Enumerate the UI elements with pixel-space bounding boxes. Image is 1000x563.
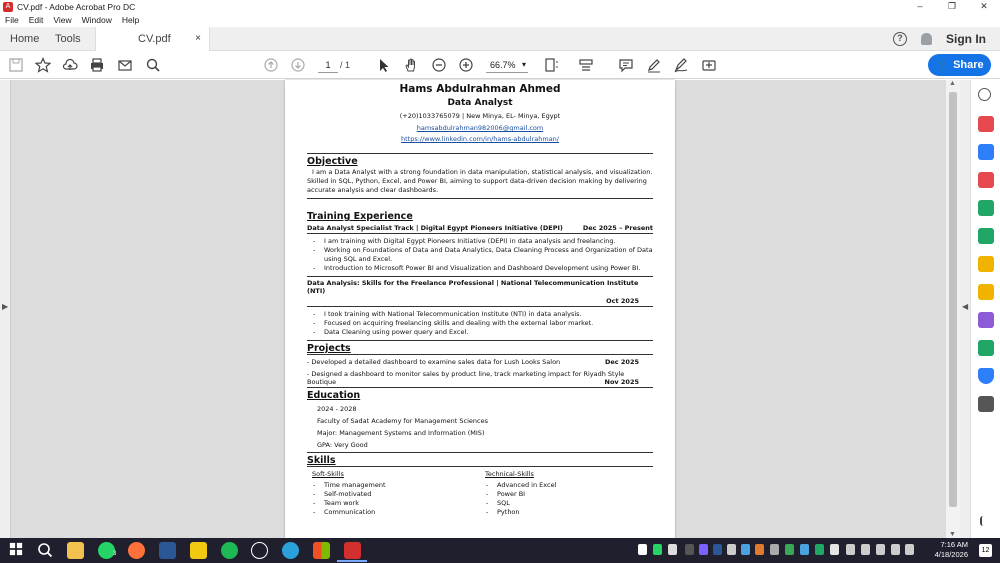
list-item: - Self-motivated (307, 490, 480, 499)
project1-date: Dec 2025 (604, 358, 639, 366)
skills-columns (307, 470, 653, 517)
tray-app-icon[interactable] (800, 544, 809, 555)
soft-skills-column (307, 470, 480, 517)
list-item: - Introduction to Microsoft Power BI and Visualization and Dashboard Development using Power BI. (307, 264, 653, 273)
scrollbar-thumb[interactable] (949, 92, 957, 507)
tray-app-icon[interactable] (861, 544, 870, 555)
list-item: - Team work (307, 499, 480, 508)
tray-app-icon[interactable] (713, 544, 722, 555)
list-item: - I took training with National Telecommunication Institute (NTI) in data analysis. (307, 310, 653, 319)
menu-bar (0, 13, 1000, 27)
power-bi-icon[interactable] (190, 542, 207, 559)
training2-list (307, 310, 653, 337)
tray-app-icon[interactable] (685, 544, 694, 555)
close-button[interactable]: ✕ (980, 1, 988, 11)
clock-time: 7:16 AM (940, 540, 968, 549)
share-label: Share (953, 59, 984, 71)
share-button[interactable] (928, 54, 991, 76)
zoom-in-icon[interactable] (458, 57, 474, 73)
objective-heading: Objective (307, 156, 358, 167)
tray-app-icon[interactable] (727, 544, 736, 555)
clock-date: 4/18/2026 (934, 550, 968, 559)
list-item: - Time management (307, 481, 480, 490)
previous-page-icon[interactable] (263, 57, 279, 73)
edit-pdf-icon[interactable] (978, 172, 994, 188)
menu-view[interactable]: View (53, 15, 72, 25)
edu-faculty: Faculty of Sadat Academy for Management Sciences (317, 417, 488, 425)
left-panel-toggle[interactable] (0, 80, 11, 538)
project1-text: - Developed a detailed dashboard to examine sales data for Lush Looks Salon (307, 358, 561, 366)
technical-skills-column (480, 470, 653, 517)
file-explorer-icon[interactable] (67, 542, 84, 559)
search-icon[interactable] (145, 57, 161, 73)
training2-title: Data Analysis: Skills for the Freelance Professional | National Telecommunication Institute (NTI) (307, 279, 639, 295)
taskbar-search-icon[interactable] (37, 542, 54, 559)
window-title: CV.pdf - Adobe Acrobat Pro DC (17, 1, 136, 12)
export-pdf-icon[interactable] (978, 116, 994, 132)
tab-document-label: CV.pdf (138, 33, 171, 45)
whatsapp-badge: 3 (113, 551, 117, 557)
divider (307, 153, 653, 154)
tray-app-icon[interactable] (741, 544, 750, 555)
comment-icon[interactable] (618, 57, 634, 73)
divider (307, 466, 653, 467)
list-item: - Advanced in Excel (480, 481, 653, 490)
email-icon[interactable] (117, 57, 133, 73)
send-signature-icon[interactable] (978, 312, 994, 328)
acrobat-taskbar-icon[interactable] (344, 542, 361, 559)
fill-sign-icon[interactable] (978, 256, 994, 272)
zoom-search-icon[interactable] (978, 88, 991, 101)
print-production-icon[interactable] (978, 340, 994, 356)
tray-telegram-icon[interactable] (638, 544, 647, 555)
save-icon[interactable] (8, 57, 24, 73)
tray-app-icon[interactable] (770, 544, 779, 555)
vertical-scrollbar[interactable] (946, 80, 960, 538)
firefox-icon[interactable] (128, 542, 145, 559)
microsoft-store-icon[interactable] (313, 542, 330, 559)
edu-years: 2024 - 2028 (317, 405, 357, 413)
page-fit-icon[interactable] (543, 57, 559, 73)
chevron-left-icon: ◀ (962, 302, 969, 311)
project2-text-cont: Boutique (307, 378, 337, 386)
menu-window[interactable]: Window (81, 15, 112, 25)
cv-content (307, 82, 653, 517)
project2-row-cont (307, 378, 653, 386)
comment-tool-icon[interactable] (978, 284, 994, 300)
minimize-button[interactable]: – (917, 1, 923, 11)
divider (307, 387, 653, 388)
right-panel-toggle[interactable] (960, 80, 970, 538)
tab-tools[interactable]: Tools (55, 33, 81, 45)
scroll-mode-icon[interactable] (578, 57, 594, 73)
tray-app-icon[interactable] (699, 544, 708, 555)
vs-icon[interactable] (159, 542, 176, 559)
hand-tool-icon[interactable] (403, 57, 419, 73)
project2-row (307, 370, 653, 378)
skills-heading: Skills (307, 455, 336, 466)
scroll-up-icon[interactable]: ▲ (949, 80, 956, 87)
tray-app-icon[interactable] (668, 544, 677, 555)
cv-linkedin-link[interactable]: https://www.linkedin.com/in/hams-abdulrahman/ (400, 135, 559, 143)
windows-start-icon[interactable] (9, 542, 26, 559)
tray-app-icon[interactable] (830, 544, 839, 555)
toolbar (0, 51, 1000, 79)
protect-shield-icon[interactable] (978, 368, 994, 384)
training2-date: Oct 2025 (606, 297, 639, 305)
notification-badge[interactable]: 12 (979, 544, 992, 557)
sign-in-button[interactable]: Sign In (946, 32, 986, 46)
expand-panel-icon[interactable] (980, 516, 992, 526)
divider (307, 452, 653, 453)
objective-text: I am a Data Analyst with a strong foundation in data manipulation, statistical analysis, and visualization. Skilled in SQL, Python, Excel, and Power BI, aiming to support data-driven decision making by delivering accurate analysis and clear dashboards. (307, 168, 653, 194)
training1-title: Data Analyst Specialist Track | Digital Egypt Pioneers Initiative (DEPI) (307, 224, 563, 232)
tab-document[interactable] (95, 27, 210, 51)
list-item: - Power BI (480, 490, 653, 499)
tray-app-icon[interactable] (785, 544, 794, 555)
menu-help[interactable]: Help (121, 15, 140, 25)
document-viewport[interactable] (0, 80, 970, 538)
cv-role: Data Analyst (447, 98, 513, 108)
list-item: - I am training with Digital Egypt Pioneers Initiative (DEPI) in data analysis and freelancing. (307, 237, 653, 246)
training1-list (307, 237, 653, 273)
divider (307, 354, 653, 355)
training2-date-row (307, 297, 653, 307)
highlight-pen-icon[interactable] (646, 57, 662, 73)
telegram-icon[interactable] (282, 542, 299, 559)
active-app-indicator (337, 560, 367, 562)
zoom-level-select[interactable]: 66.7% ▾ (486, 57, 528, 73)
divider (307, 340, 653, 341)
tab-bar (0, 27, 1000, 51)
chatgpt-icon[interactable] (251, 542, 268, 559)
zoom-out-icon[interactable] (431, 57, 447, 73)
more-tools-wrench-icon[interactable] (978, 396, 994, 412)
tray-whatsapp-icon[interactable] (653, 544, 662, 555)
divider (307, 276, 653, 277)
star-icon[interactable] (35, 57, 51, 73)
upload-cloud-icon[interactable] (62, 57, 78, 73)
title-bar (0, 0, 1000, 13)
wifi-icon[interactable] (876, 544, 885, 555)
bell-icon[interactable] (921, 33, 932, 45)
page-total: / 1 (340, 60, 351, 70)
list-item: - Focused on acquiring freelancing skills and dealing with the external labor market. (307, 319, 653, 328)
menu-file[interactable]: File (5, 15, 19, 25)
divider (307, 198, 653, 199)
tab-close-icon[interactable]: × (195, 33, 201, 44)
tools-sidebar (970, 80, 1000, 538)
training2-row (307, 279, 653, 295)
training1-row (307, 224, 653, 234)
edu-gpa: GPA: Very Good (317, 441, 368, 449)
project1-row (307, 358, 653, 366)
list-item: - Communication (307, 508, 480, 517)
scroll-down-icon[interactable]: ▼ (949, 531, 956, 538)
list-item: - Working on Foundations of Data and Data Analytics, Data Cleaning Process and Organization of Data using SQL and Excel. (307, 246, 653, 264)
tab-home[interactable]: Home (10, 33, 40, 45)
spotify-icon[interactable] (221, 542, 238, 559)
education-heading: Education (307, 390, 361, 401)
edu-major: Major: Management Systems and Information (MIS) (317, 429, 485, 437)
tray-app-icon[interactable] (846, 544, 855, 555)
soft-skills-heading: Soft-Skills (312, 470, 344, 478)
chevron-right-icon: ▶ (2, 302, 9, 311)
project2-date: Nov 2025 (604, 378, 639, 386)
volume-icon[interactable] (891, 544, 900, 555)
list-item: - SQL (480, 499, 653, 508)
menu-edit[interactable]: Edit (28, 15, 44, 25)
print-icon[interactable] (89, 57, 105, 73)
cv-contact: (+20)1033765079 | New Minya, EL- Minya, Egypt (399, 112, 561, 120)
next-page-icon[interactable] (290, 57, 306, 73)
training-heading: Training Experience (307, 211, 413, 222)
acrobat-icon: A (3, 2, 13, 12)
battery-icon[interactable] (905, 544, 914, 555)
projects-heading: Projects (307, 343, 351, 354)
select-cursor-icon[interactable] (376, 57, 392, 73)
tray-app-icon[interactable] (815, 544, 824, 555)
taskbar-clock[interactable] (935, 540, 968, 560)
page-number-input[interactable]: 1 (318, 57, 338, 73)
help-icon[interactable]: ? (893, 32, 907, 46)
technical-skills-heading: Technical-Skills (485, 470, 534, 478)
training1-date: Dec 2025 – Present (582, 224, 653, 232)
create-pdf-icon[interactable] (978, 144, 994, 160)
share-person-icon: 👤 (935, 59, 950, 72)
tray-app-icon[interactable] (755, 544, 764, 555)
list-item: - Python (480, 508, 653, 517)
windows-taskbar (0, 538, 1000, 563)
organize-pages-icon[interactable] (978, 200, 994, 216)
cv-name: Hams Abdulrahman Ahmed (399, 83, 561, 95)
sign-icon[interactable] (673, 57, 689, 73)
window-controls (904, 0, 1000, 13)
pdf-page (285, 80, 675, 538)
more-tools-icon[interactable] (701, 57, 717, 73)
project2-text: - Designed a dashboard to monitor sales by product line, track marketing impact for Riyadh Style (307, 370, 625, 378)
combine-files-icon[interactable] (978, 228, 994, 244)
list-item: - Data Cleaning using power query and Excel. (307, 328, 653, 337)
cv-email-link[interactable]: hamsabdulrahman982006@gmail.com (416, 124, 544, 132)
maximize-button[interactable]: ❐ (947, 1, 957, 11)
